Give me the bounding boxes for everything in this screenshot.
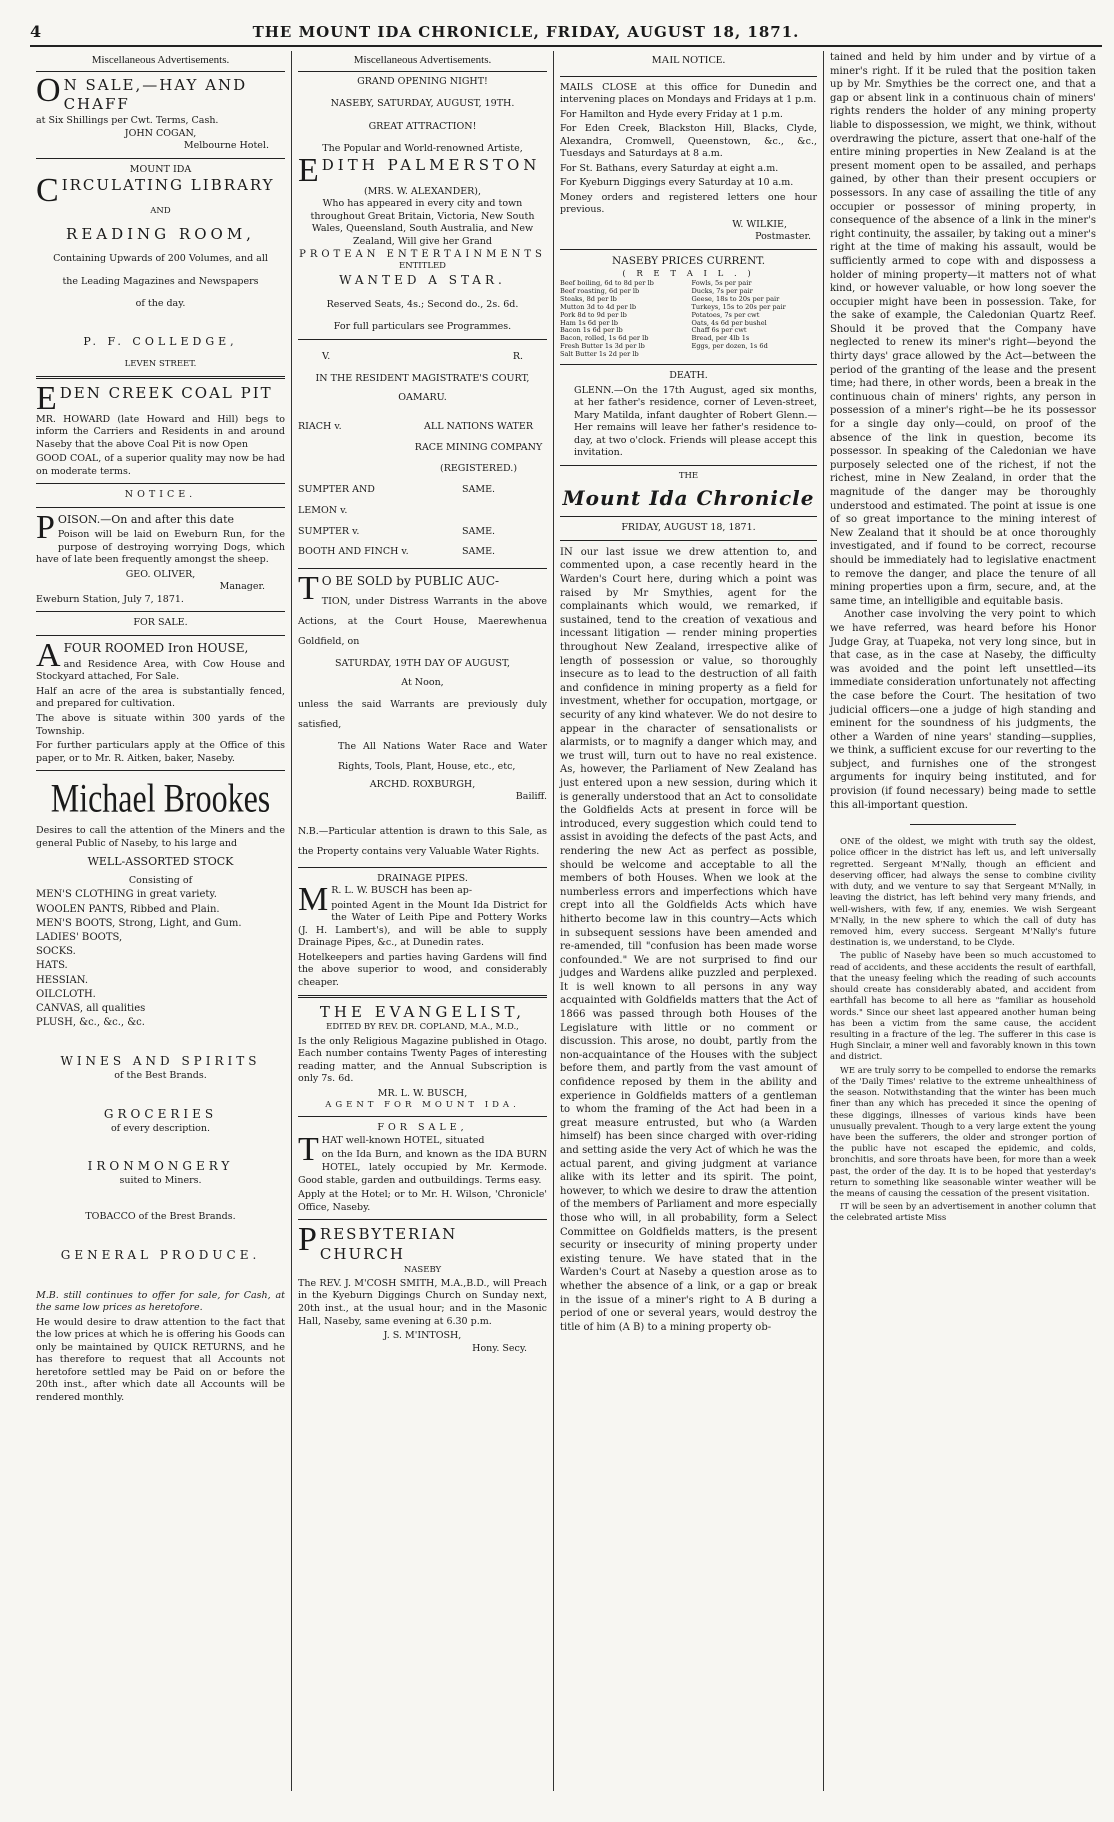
advert-text: and Residence Area, with Cow House and Stockyard attached, For Sale. [36, 658, 285, 683]
price-item: Fowls, 5s per pair [691, 278, 752, 287]
advertiser-title: AGENT FOR MOUNT IDA. [325, 1100, 520, 1111]
court-case [298, 417, 547, 480]
advert-lead: HAT well-known HOTEL, situated [321, 1134, 485, 1146]
plaintiff: SUMPTER v. [298, 525, 360, 537]
news-item: The public of Naseby have been so much accustomed to read of accidents, and these accidents the result of earthfall, that the uneasy feeling which the reading of such accounts should create has considerably abated, and accident from earthfall has become to all here as "familiar as household words." Since our sheet last appeared another human being has been a victim from the same cause, the accident resulting in a fracture of the leg. The sufferer in this case is Hugh Sinclair, a miner well and favorably known in this town and district. [830, 951, 1096, 1063]
advert-text: unless the said Warrants are previously duly satisfied, [298, 699, 547, 730]
advert-text: AND [150, 206, 171, 217]
mail-item: For Eden Creek, Blackston Hill, Blacks, Clyde, Alexandra, Cromwell, Queenstown, &c., &c., Tuesdays and Saturdays at 8 a.m. [560, 123, 817, 160]
advert-lead: O BE SOLD by PUBLIC AUC- [321, 574, 500, 589]
stock-heading: TOBACCO of the Brest Brands. [85, 1211, 236, 1223]
page-title: THE MOUNT IDA CHRONICLE, FRIDAY, AUGUST 18, 1871. [252, 23, 800, 41]
advert-heading: READING ROOM, [66, 225, 255, 244]
court-case [298, 480, 547, 522]
price-item: Steaks, 8d per lb [560, 294, 617, 303]
column-4 [824, 51, 1102, 1791]
advert-text: Apply at the Hotel; or to Mr. H. Wilson, 'Chronicle' Office, Naseby. [298, 1189, 547, 1213]
advert-text: Is the only Religious Magazine published in Otago. Each number contains Twenty Pages of interesting reading matter, and the Annual Subscription is only 7s. 6d. [298, 1035, 547, 1085]
advert-text: He would desire to draw attention to the fact that the low prices at which he is offering his Goods can only be maintained by QUICK RETURNS, and he has therefore to request that all Accounts not heretofore settled may be Paid on or before the 20th inst., after which date all Accounts will be rendered monthly. [36, 1316, 285, 1403]
paper-title-block [560, 471, 817, 541]
column-header: Miscellaneous Advertisements. [36, 51, 285, 72]
dropcap: T [298, 570, 319, 608]
paper-the: THE [678, 470, 699, 481]
stock-sub: of the Best Brands. [114, 1070, 207, 1082]
seat-prices: Reserved Seats, 4s.; Second do., 2s. 6d. [326, 298, 519, 310]
stock-heading: WINES AND SPIRITS [60, 1054, 261, 1069]
advert-text: The All Nations Water Race and Water Rights, Tools, Plant, House, etc., etc, [338, 740, 547, 772]
advert-text: of the day. [135, 298, 186, 310]
opening-night-advert [298, 76, 547, 334]
price-item: Oats, 4s 6d per bushel [691, 318, 767, 327]
auction-advert [298, 570, 547, 861]
price-item: Mutton 3d to 4d per lb [560, 302, 637, 311]
stock-heading: GROCERIES [103, 1106, 218, 1121]
notice-text: GLENN.—On the 17th August, aged six months, at her father's residence, corner of Leven-street, Mary Matilda, infant daughter of Robert Glenn.—Her remains will leave her father's residence to-day, at two o'clock. Friends will please accept this invitation. [574, 384, 817, 459]
plaintiff: SUMPTER AND LEMON v. [298, 483, 375, 516]
house-for-sale [36, 617, 285, 765]
advert-text: The above is situate within 300 yards of the Township. [36, 712, 285, 737]
price-item: Beef boiling, 6d to 8d per lb [560, 278, 654, 287]
dropcap: E [298, 151, 319, 189]
advert-text: MR. HOWARD (late Howard and Hill) begs to inform the Carriers and Residents in and around Naseby that the above Coal Pit is now Open [36, 413, 285, 450]
advert-text: GOOD COAL, of a superior quality may now be had on moderate terms. [36, 453, 285, 477]
price-item: Turkeys, 15s to 20s per pair [691, 302, 786, 311]
stock-heading: IRONMONGERY [87, 1159, 234, 1174]
stock-sub: of every description. [110, 1122, 211, 1134]
section-heading: DEATH. [669, 370, 708, 382]
news-item: ONE of the oldest, we might with truth say the oldest, police officer in the district has left us, and left universally regretted. Sergeant M'Nally, though an efficient and deserving officer, had always the sense to combine civility with duty, and we venture to say that Sergeant M'Nally, in leaving the district, has left behind very many friends, and well-wishers, with few, if any, enemies. We wish Sergeant M'Nally, in the new sphere to which the call of duty has removed him, every success. Sergeant M'Nally's future destination is, we understand, to be Clyde. [830, 837, 1096, 949]
hay-advert [36, 71, 285, 153]
court-r: R. [512, 350, 523, 362]
advert-heading: THE EVANGELIST, [319, 1002, 526, 1021]
advertiser-place: LEVEN STREET. [124, 359, 197, 370]
poison-notice [36, 489, 285, 606]
stock-item: MEN'S BOOTS, Strong, Light, and Gum. [36, 917, 242, 929]
library-advert [36, 164, 285, 371]
drainage-advert [298, 873, 547, 990]
advert-text: The Popular and World-renowned Artiste, [322, 143, 523, 155]
mail-item: For Hamilton and Hyde every Friday at 1 p.m. [560, 108, 783, 120]
court-case [298, 522, 547, 543]
plaintiff: RIACH v. [298, 421, 342, 433]
advert-text: pointed Agent in the Mount Ida District for the Water of Leith Pipe and Pottery Works (J. H. Lambert's), and will be able to supply Drainage Pipes, &c., at Dunedin rates. [298, 899, 547, 949]
court-case [298, 542, 547, 563]
price-item: Pork 8d to 9d per lb [560, 310, 627, 319]
stock-item: CANVAS, all qualities [36, 1002, 146, 1014]
column-3 [554, 51, 824, 1791]
advert-heading: FOR SALE, [377, 1122, 468, 1134]
court-notice [298, 345, 547, 564]
advertiser-place: Eweburn Station, July 7, 1871. [36, 593, 184, 605]
advert-text: Hotelkeepers and parties having Gardens will find the above superior to wood, and considerably cheaper. [298, 951, 547, 988]
defendant: SAME. [461, 546, 496, 558]
advert-text: TION, under Distress Warrants in the above Actions, at the Court House, Maerewhenua Goldfield, on [298, 596, 547, 648]
advert-text: EDITED BY REV. DR. COPLAND, M.A., M.D., [326, 1022, 519, 1033]
advert-text: Containing Upwards of 200 Volumes, and all [53, 253, 268, 265]
advert-lead: FOUR ROOMED Iron HOUSE, [63, 641, 249, 656]
advert-heading: DEN CREEK COAL PIT [59, 383, 273, 402]
advert-heading: GRAND OPENING NIGHT! [357, 75, 488, 87]
defendant: ALL NATIONS WATER RACE MINING COMPANY (REGISTERED.) [414, 421, 543, 474]
advert-text: ENTITLED [398, 261, 446, 272]
stock-item: LADIES' BOOTS, [36, 932, 123, 943]
stock-heading: GENERAL PRODUCE. [60, 1247, 261, 1262]
church-advert [298, 1221, 547, 1355]
section-sub: ( R E T A I L . ) [622, 268, 755, 279]
prices-list-left [560, 280, 686, 359]
court-v: V. [322, 350, 331, 362]
advertiser-name: MR. L. W. BUSCH, [377, 1087, 468, 1099]
leader-article-continued: tained and held by him under and by virtue of a miner's right. If it be ruled that the position taken up by Mr. Smythies be the correct one, and that a gap or absent link in a continuous chain of miners' rights renders the holder of any mining property liable to dispossession, we might, we think, without overdrawing the picture, assert that one-half of the entire mining properties in New Zealand is at the present moment open to be assailed, and perhaps gained, by other than their present occupiers or possessors. In any case of assailing the title of any occupier or possessor of mining property, in consequence of the absence of a link in the miner's right continuity, the assailer, by taking out a miner's right at the time of making his assault, would be sufficiently armed to cope with and dispossess a holder of mining property—it matters not of what kind, or however valuable, or how long soever the occupier might have been in possession. Take, for the sake of example, the Caledonian Quartz Reef. Should it be proved that the Company have neglected to renew its miner's right—beyond the thirty days' grace allowed by the Act—between the period of the granting of the lease and the present time; had there, in other words, been a break in the continuous chain of miners' rights, any person in possession of a miner's right—be he its possessor for a single day only—could, on proof of the absence of the link in question, become its possessor. In speaking of the Caledonian we have purposely selected one of the richest, if not the richest, mine in New Zealand, in order that the magnitude of the danger may be thoroughly understood and estimated. The point at issue is one of so great importance to the mining interest of New Zealand that it should be at once thoroughly investigated, and if found to be correct, recourse should be immediately had to legislative enactment to remove the danger, and place the tenure of all mining properties upon a firm, secure, and, at the same time, an intelligible and equitable basis. [830, 52, 1096, 607]
price-item: Beef roasting, 6d per lb [560, 286, 640, 295]
advert-text: Consisting of [128, 874, 193, 886]
section-heading: NASEBY PRICES CURRENT. [611, 254, 766, 267]
price-item: Bread, per 4lb 1s [691, 334, 750, 343]
advert-heading: N SALE,—HAY AND CHAFF [63, 75, 248, 114]
dropcap: M [298, 881, 329, 919]
advert-heading: RESBYTERIAN CHURCH [319, 1225, 458, 1263]
stock-item: WOOLEN PANTS, Ribbed and Plain. [36, 903, 220, 915]
artiste-name: DITH PALMERSTON [321, 155, 541, 174]
news-item: WE are truly sorry to be compelled to endorse the remarks of the 'Daily Times' relative to the extreme unhealthiness of the season. Notwithstanding that the winter has been much finer than any which has preceded it since the opening of these diggings, illnesses of various kinds have been unusually prevalent. Though to a very large extent the young have been the sufferers, the older and stronger portion of the public have not escaped the epidemic, and colds, bronchitis, and sore throats have been, for more than a week past, the order of the day. It is to be hoped that yesterday's return to something like seasonable winter weather will be the means of causing the cessation of the present visitation. [830, 1065, 1096, 1200]
advertiser-place: Melbourne Hotel. [183, 140, 269, 152]
column-header: MAIL NOTICE. [651, 54, 726, 66]
stock-sub: suited to Miners. [119, 1174, 202, 1186]
auction-date: SATURDAY, 19TH DAY OF AUGUST, [335, 658, 510, 669]
advert-heading: IRCULATING LIBRARY [61, 176, 275, 195]
column-2 [292, 51, 554, 1791]
hotel-advert [298, 1122, 547, 1214]
prices-list-right [692, 280, 818, 359]
mail-item: Money orders and registered letters one hour previous. [560, 191, 817, 216]
advertiser-title: Manager. [219, 581, 265, 593]
stock-item: HATS. [36, 960, 68, 972]
postmaster-name: W. WILKIE, [732, 218, 787, 230]
advert-heading: WELL-ASSORTED STOCK [87, 855, 234, 869]
dropcap: T [298, 1130, 319, 1168]
advertiser-name: GEO. OLIVER, [125, 568, 196, 580]
price-item: Geese, 18s to 20s per pair [691, 294, 780, 303]
advert-text: the Leading Magazines and Newspapers [62, 275, 259, 287]
paper-date: FRIDAY, AUGUST 18, 1871. [621, 522, 756, 534]
advertiser-name: P. F. COLLEDGE, [83, 334, 238, 348]
advert-text: For full particulars see Programmes. [333, 321, 512, 333]
price-item: Potatoes, 7s per cwt [691, 310, 760, 319]
stock-item: SOCKS. [36, 946, 76, 958]
price-item: Ducks, 7s per pair [691, 286, 753, 295]
advert-heading: IN THE RESIDENT MAGISTRATE'S COURT, OAMARU. [315, 373, 530, 404]
price-item: Chaff 6s per cwt [691, 326, 747, 335]
plaintiff: BOOTH AND FINCH v. [298, 546, 409, 558]
stock-item: PLUSH, &c., &c., &c. [36, 1017, 145, 1029]
dropcap: P [36, 508, 55, 546]
mail-item: For St. Bathans, every Saturday at eight a.m. [560, 162, 779, 174]
dropcap: A [36, 637, 61, 675]
advert-text: at Six Shillings per Cwt. Terms, Cash. [36, 115, 219, 127]
prices-current [560, 255, 817, 359]
advert-heading: FOR SALE. [133, 617, 188, 629]
advert-text: Poison will be laid on Eweburn Run, for the purpose of destroying worrying Dogs, which have of late been frequently amongst the sheep. [36, 529, 285, 566]
column-1 [30, 51, 292, 1791]
column-header: Miscellaneous Advertisements. [298, 51, 547, 72]
advertiser-title: Hony. Secy. [472, 1342, 527, 1354]
advert-lead: OISON.—On and after this date [57, 512, 235, 526]
advert-text: Half an acre of the area is substantially fenced, and prepared for cultivation. [36, 685, 285, 710]
dropcap: P [298, 1221, 317, 1259]
advertiser-name: J. S. M'INTOSH, [383, 1330, 462, 1342]
advert-heading: GREAT ATTRACTION! [368, 120, 477, 132]
stock-item: MEN'S CLOTHING in great variety. [36, 889, 217, 901]
advert-heading: PROTEAN ENTERTAINMENTS [299, 249, 546, 261]
advert-sub: NASEBY [403, 1264, 442, 1275]
evangelist-advert [298, 1003, 547, 1112]
dropcap: E [36, 379, 57, 417]
dropcap: C [36, 172, 59, 210]
page-number: 4 [30, 22, 42, 41]
advert-lead: R. L. W. BUSCH has been ap- [331, 885, 473, 897]
postmaster-title: Postmaster. [755, 231, 811, 243]
advert-heading: DRAINAGE PIPES. [377, 872, 468, 884]
price-item: Fresh Butter 1s 3d per lb [560, 342, 645, 351]
mail-notice [560, 82, 817, 217]
defendant: SAME. [461, 525, 496, 537]
dropcap: O [36, 71, 61, 109]
advertiser-name: ARCHD. ROXBURGH, [369, 778, 476, 790]
leader-article-continued-2: Another case involving the very point to which we have referred, was heard before his Honor Judge Gray, at Tuapeka, not very long since, but in that case, as in the case at Naseby, the difficulty was avoided and the point left unsettled—its immediate consideration unfortunately not affecting the case before the Court. The hesitation of two judicial officers—one a judge of high standing and eminent for the soundness of his judgments, the other a Warden of nine years' standing—supplies, we think, a sufficient excuse for our reverting to the subject, and furnishes one of the strongest arguments for inquiry being instituted, and for provision (if found necessary) being made to settle this all-important question. [830, 609, 1096, 811]
advertiser-name: JOHN COGAN, [124, 127, 197, 139]
price-item: Eggs, per dozen, 1s 6d [691, 342, 768, 351]
show-title: WANTED A STAR. [339, 272, 506, 287]
leader-article: IN our last issue we drew attention to, and commented upon, a case recently heard in the Warden's Court here, during which a point was raised by Mr Smythies, agent for the complainants which would, we remarked, if sustained, tend to the creation of vexatious and incessant litigation — render mining properties throughout New Zealand, irrespective alike of length of possession or value, so thoroughly insecure as to lead to the destruction of all faith and confidence in mining property as a field for investment, whether for occupation, mortgage, or security of any kind whatever. We do not desire to appear in the character of sensationalists or alarmists, or to magnify a danger which may, and we trust will, turn out to have no real existence. As, however, the Parliament of New Zealand has just entered upon a new session, during which it is generally understood that an Act to consolidate the Goldfields Acts at present in force will be introduced, every suggestion which could tend to assist in avoiding the defects of the past Acts, and rendering the new Act as perfect as possible, should be welcome and acceptable to all the members of both Houses. When we look at the numberless errors and imperfections which have crept into all the Goldfields Acts which have hitherto become law in this country—Acts which in subsequent sessions have been amended and re-amended, till "confusion has been made worse confounded." We are not surprised to find our judges and Wardens alike puzzled and perplexed. It is well known to all persons in any way acquainted with Goldfields matters that the Act of 1866 was passed through both Houses of the Legislature with little or no comment or discussion. This arose, no doubt, partly from the non-acquaintance of the Houses with the subject before them, and partly from the vast amount of confidence reposed by them in the ability and experience in Goldfields matters of a gentleman to whom the framing of the Act had been in a great measure entrusted, but who (a Warden himself) has been since charged with over-riding and setting aside the very Act of which he was the actual parent, and giving judgment at variance alike with its letter and its spirit. The point, however, to which we desire to draw the attention of the members of Parliament and more especially those who will, in all probability, form a Select Committee on Goldfields matters, is the present security or insecurity of mining property under existing tenure. We have stated that in the Warden's Court at Naseby a question arose as to whether the absence of a link, or a gap or break in the issue of a miner's right to A B during a period of one or several years, would destroy the title of him (A B) to a mining property ob- [560, 546, 817, 1333]
auction-time: At Noon, [401, 676, 444, 688]
coal-advert [36, 379, 285, 479]
death-notice [560, 370, 817, 460]
mail-item: For Kyeburn Diggings every Saturday at 10 a.m. [560, 177, 794, 189]
advert-text: N.B.—Particular attention is drawn to this Sale, as the Property contains very Valuable Water Rights. [298, 825, 547, 857]
court-cases [298, 417, 547, 563]
stock-item: OILCLOTH. [36, 988, 96, 1000]
price-item: Bacon, rolled, 1s 6d per lb [560, 334, 649, 343]
advert-text: For further particulars apply at the Office of this paper, or to Mr. R. Aitken, baker, Naseby. [36, 740, 285, 764]
advert-pre: MOUNT IDA [129, 163, 192, 175]
brookes-advert [36, 777, 285, 1404]
defendant: SAME. [461, 483, 496, 495]
advert-text: Desires to call the attention of the Miners and the general Public of Naseby, to his large and [36, 825, 285, 849]
advert-heading: NOTICE. [124, 489, 197, 501]
news-item: IT will be seen by an advertisement in another column that the celebrated artiste Miss [830, 1202, 1096, 1224]
advert-text: on the Ida Burn, and known as the IDA BURN HOTEL, lately occupied by Mr. Kermode. Good stable, garden and outbuildings. Terms easy. [298, 1149, 547, 1186]
advert-text: The REV. J. M'COSH SMITH, M.A.,B.D., will Preach in the Kyeburn Diggings Church on Sunday next, 20th inst., at the usual hour; and in the Masonic Hall, Naseby, same evening at 6.30 p.m. [298, 1277, 547, 1327]
masthead [30, 22, 1102, 47]
price-item: Salt Butter 1s 2d per lb [560, 350, 639, 359]
stock-list [36, 888, 285, 1029]
price-item: Bacon 1s 6d per lb [560, 326, 623, 335]
price-item: Ham 1s 6d per lb [560, 318, 618, 327]
artiste-alias: (MRS. W. ALEXANDER), [363, 185, 482, 197]
advert-text: Who has appeared in every city and town throughout Great Britain, Victoria, New South Wales, Queensland, South Australia, and New Zealand, Will give her Grand [310, 198, 535, 247]
advertiser-title: Bailiff. [515, 791, 547, 803]
advert-text: M.B. still continues to offer for sale, for Cash, at the same low prices as heretofore. [36, 1289, 285, 1314]
mail-item: MAILS CLOSE at this office for Dunedin and intervening places on Mondays and Fridays at 1 p.m. [560, 81, 817, 106]
advertiser-name: Michael Brookes [50, 775, 271, 821]
advert-date: NASEBY, SATURDAY, AUGUST, 19TH. [330, 98, 515, 110]
paper-name: Mount Ida Chronicle [562, 485, 815, 510]
stock-item: HESSIAN. [36, 974, 89, 986]
